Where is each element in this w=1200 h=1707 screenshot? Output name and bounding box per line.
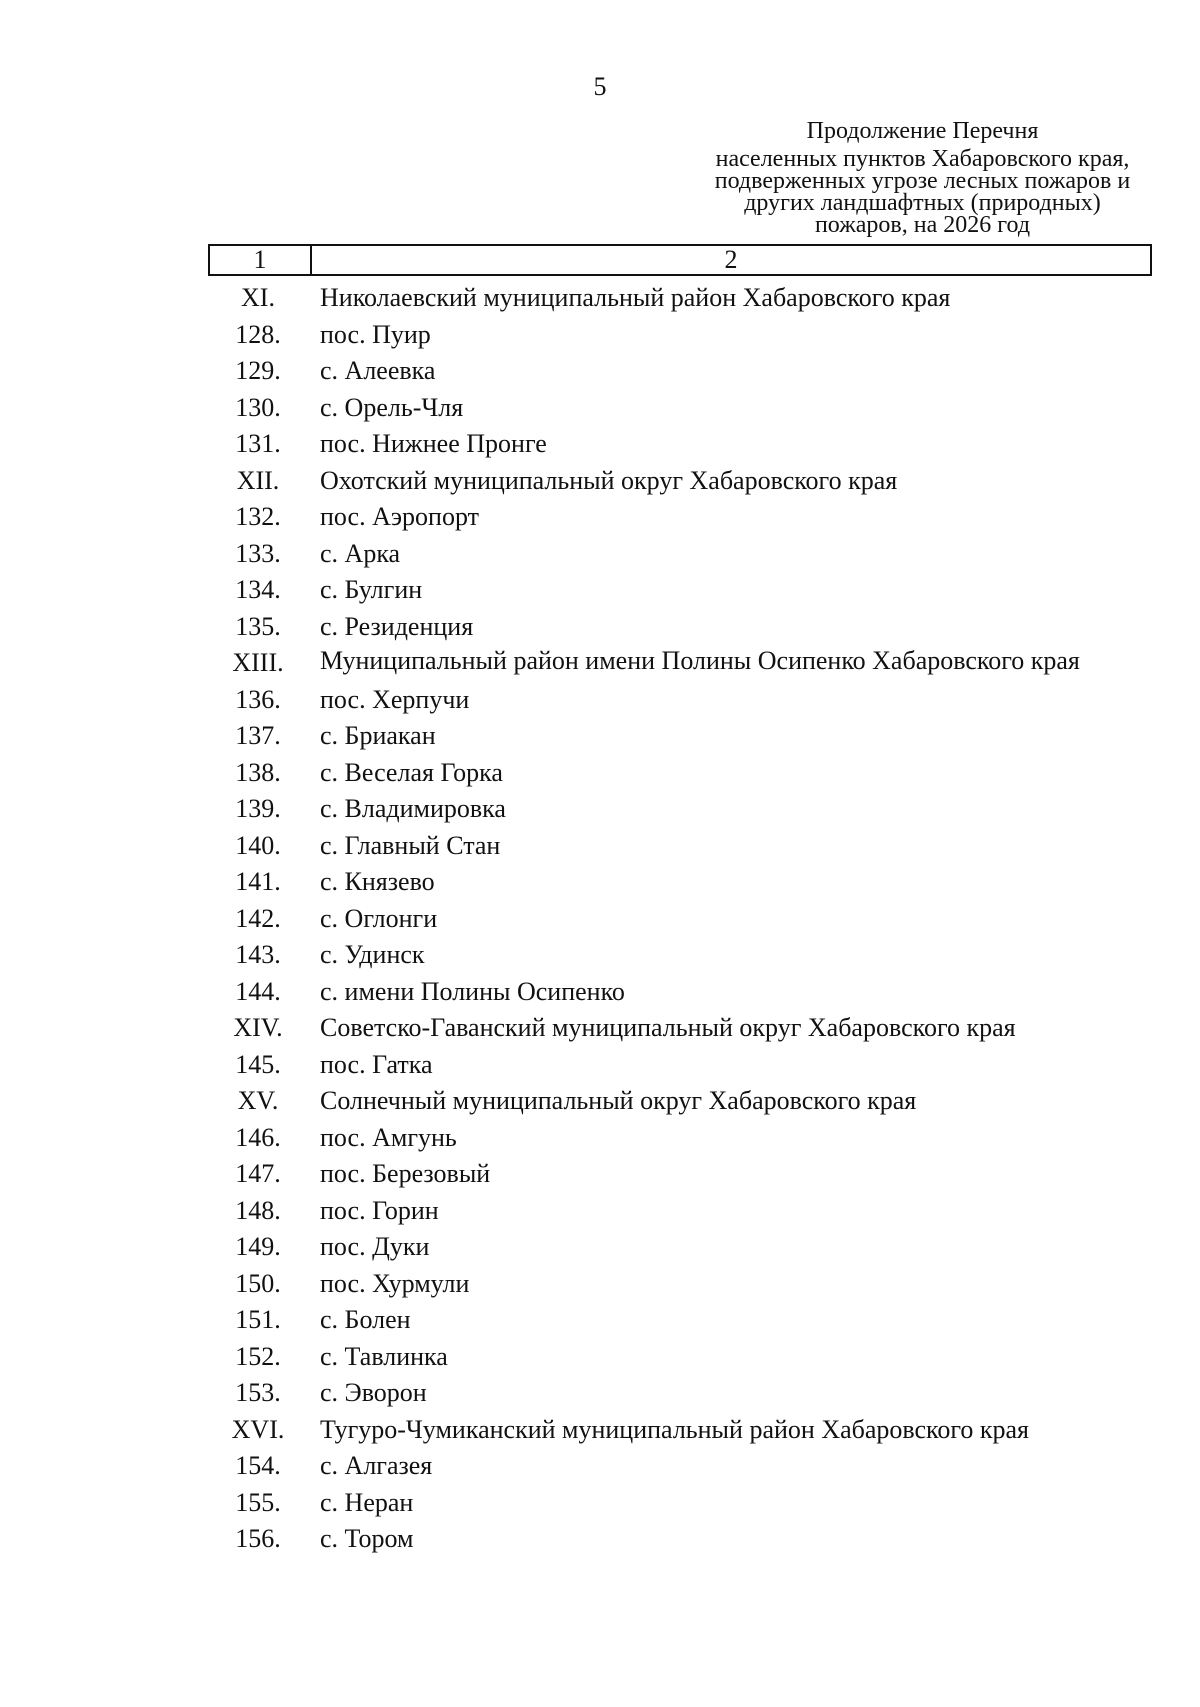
table-row	[208, 1051, 1152, 1079]
table-row	[208, 759, 1152, 787]
district-row	[208, 467, 1152, 495]
row-number: XIV.	[233, 1013, 283, 1042]
row-number: 147.	[235, 1159, 281, 1188]
row-name: с. Оглонги	[320, 903, 438, 933]
row-number: 143.	[235, 940, 281, 969]
row-number: 131.	[235, 429, 281, 458]
column-header-number: 1	[210, 246, 312, 274]
row-name: с. Резиденция	[320, 611, 474, 641]
document-header	[700, 120, 1145, 236]
header-line: других ландшафтных (природных)	[744, 190, 1101, 216]
row-number: XVI.	[231, 1414, 285, 1444]
row-number: 145.	[235, 1049, 281, 1079]
row-number: 128.	[235, 319, 281, 349]
row-name: с. Удинск	[320, 940, 425, 969]
table-row	[208, 868, 1152, 896]
header-title: Продолжение Перечня	[806, 118, 1039, 144]
row-name: с. Бриакан	[320, 721, 436, 750]
row-name: пос. Амгунь	[320, 1122, 457, 1152]
column-header-name: 2	[724, 245, 738, 274]
row-number: 152.	[235, 1341, 281, 1371]
row-number: 140.	[235, 830, 281, 860]
row-name: пос. Нижнее Пронге	[320, 429, 547, 458]
row-name: пос. Херпучи	[320, 684, 470, 714]
table-row	[208, 795, 1152, 823]
row-name: с. Арка	[320, 538, 401, 568]
row-number: 130.	[235, 392, 281, 422]
table-row	[208, 686, 1152, 714]
table-row	[208, 905, 1152, 933]
row-name: пос. Пуир	[320, 319, 431, 349]
table-row	[208, 321, 1152, 349]
row-number: XIII.	[232, 648, 284, 677]
table-row	[208, 1233, 1152, 1261]
row-name: с. Алгазея	[320, 1451, 433, 1480]
table-row	[208, 1379, 1152, 1407]
district-row	[208, 1416, 1152, 1444]
row-name: с. Веселая Горка	[320, 757, 503, 787]
row-name: Солнечный муниципальный округ Хабаровского края	[320, 1086, 917, 1115]
table-row	[208, 430, 1152, 458]
row-name: Охотский муниципальный округ Хабаровского края	[320, 465, 898, 495]
table-row	[208, 576, 1152, 604]
table-row	[208, 1124, 1152, 1152]
row-number: 146.	[235, 1122, 281, 1152]
row-name: пос. Аэропорт	[320, 502, 479, 531]
row-name: Николаевский муниципальный район Хабаровского края	[320, 283, 951, 312]
header-line: подверженных угрозе лесных пожаров и	[714, 168, 1131, 194]
row-number: XI.	[241, 283, 275, 312]
row-number: 149.	[235, 1232, 281, 1261]
table-row	[208, 978, 1152, 1006]
table-row	[208, 1270, 1152, 1298]
district-row	[208, 1014, 1152, 1042]
table-row	[208, 1452, 1152, 1480]
row-number: 132.	[235, 502, 281, 531]
table-row	[208, 1160, 1152, 1188]
table-row	[208, 503, 1152, 531]
row-name: с. Князево	[320, 867, 435, 896]
row-name: пос. Березовый	[320, 1159, 491, 1188]
row-name: пос. Гатка	[320, 1049, 433, 1079]
row-number: 133.	[235, 538, 281, 568]
table-row	[208, 613, 1152, 641]
row-number: 144.	[235, 976, 281, 1006]
row-number: 156.	[235, 1524, 281, 1553]
row-name: с. Эворон	[320, 1378, 427, 1407]
table-row	[208, 722, 1152, 750]
row-name: с. Алеевка	[320, 356, 436, 385]
row-number: 154.	[235, 1451, 281, 1480]
header-line: населенных пунктов Хабаровского края,	[715, 146, 1130, 172]
table-row	[208, 1489, 1152, 1517]
row-number: 138.	[235, 757, 281, 787]
row-name: с. Орель-Чля	[320, 392, 464, 422]
table-row	[208, 1197, 1152, 1225]
row-name: пос. Дуки	[320, 1232, 430, 1261]
district-row	[208, 284, 1152, 312]
row-number: 153.	[235, 1378, 281, 1407]
settlement-list	[208, 284, 1152, 1562]
row-number: 137.	[235, 721, 281, 750]
row-number: XV.	[237, 1086, 279, 1115]
table-row	[208, 540, 1152, 568]
table-row	[208, 941, 1152, 969]
row-number: 150.	[235, 1268, 281, 1298]
row-number: 129.	[235, 356, 281, 385]
row-number: 151.	[235, 1305, 281, 1334]
table-row	[208, 394, 1152, 422]
row-name: с. Тором	[320, 1524, 414, 1553]
row-name: с. Владимировка	[320, 794, 506, 823]
table-row	[208, 832, 1152, 860]
district-row	[208, 646, 1152, 677]
row-number: 134.	[235, 575, 281, 604]
table-header	[208, 244, 1152, 276]
row-name: с. имени Полины Осипенко	[320, 976, 625, 1006]
row-name: с. Главный Стан	[320, 830, 501, 860]
row-number: 135.	[235, 611, 281, 641]
row-name: с. Тавлинка	[320, 1341, 448, 1371]
row-number: 142.	[235, 903, 281, 933]
page-number: 5	[593, 72, 607, 101]
table-row	[208, 1306, 1152, 1334]
row-name: Советско-Гаванский муниципальный округ Хабаровского края	[320, 1013, 1016, 1042]
row-name: с. Булгин	[320, 575, 423, 604]
table-row	[208, 1525, 1152, 1553]
row-name: с. Неран	[320, 1487, 414, 1517]
row-name: Муниципальный район имени Полины Осипенко Хабаровского края	[320, 646, 1080, 675]
row-number: XII.	[236, 465, 280, 495]
row-number: 141.	[235, 867, 281, 896]
header-line: пожаров, на 2026 год	[814, 212, 1031, 238]
row-name: Тугуро-Чумиканский муниципальный район Хабаровского края	[320, 1414, 1030, 1444]
row-number: 155.	[235, 1487, 281, 1517]
district-row	[208, 1087, 1152, 1115]
row-name: пос. Хурмули	[320, 1268, 470, 1298]
table-row	[208, 357, 1152, 385]
row-number: 136.	[235, 684, 281, 714]
row-name: пос. Горин	[320, 1195, 439, 1225]
row-number: 139.	[235, 794, 281, 823]
row-number: 148.	[235, 1195, 281, 1225]
row-name: с. Болен	[320, 1305, 411, 1334]
table-row	[208, 1343, 1152, 1371]
